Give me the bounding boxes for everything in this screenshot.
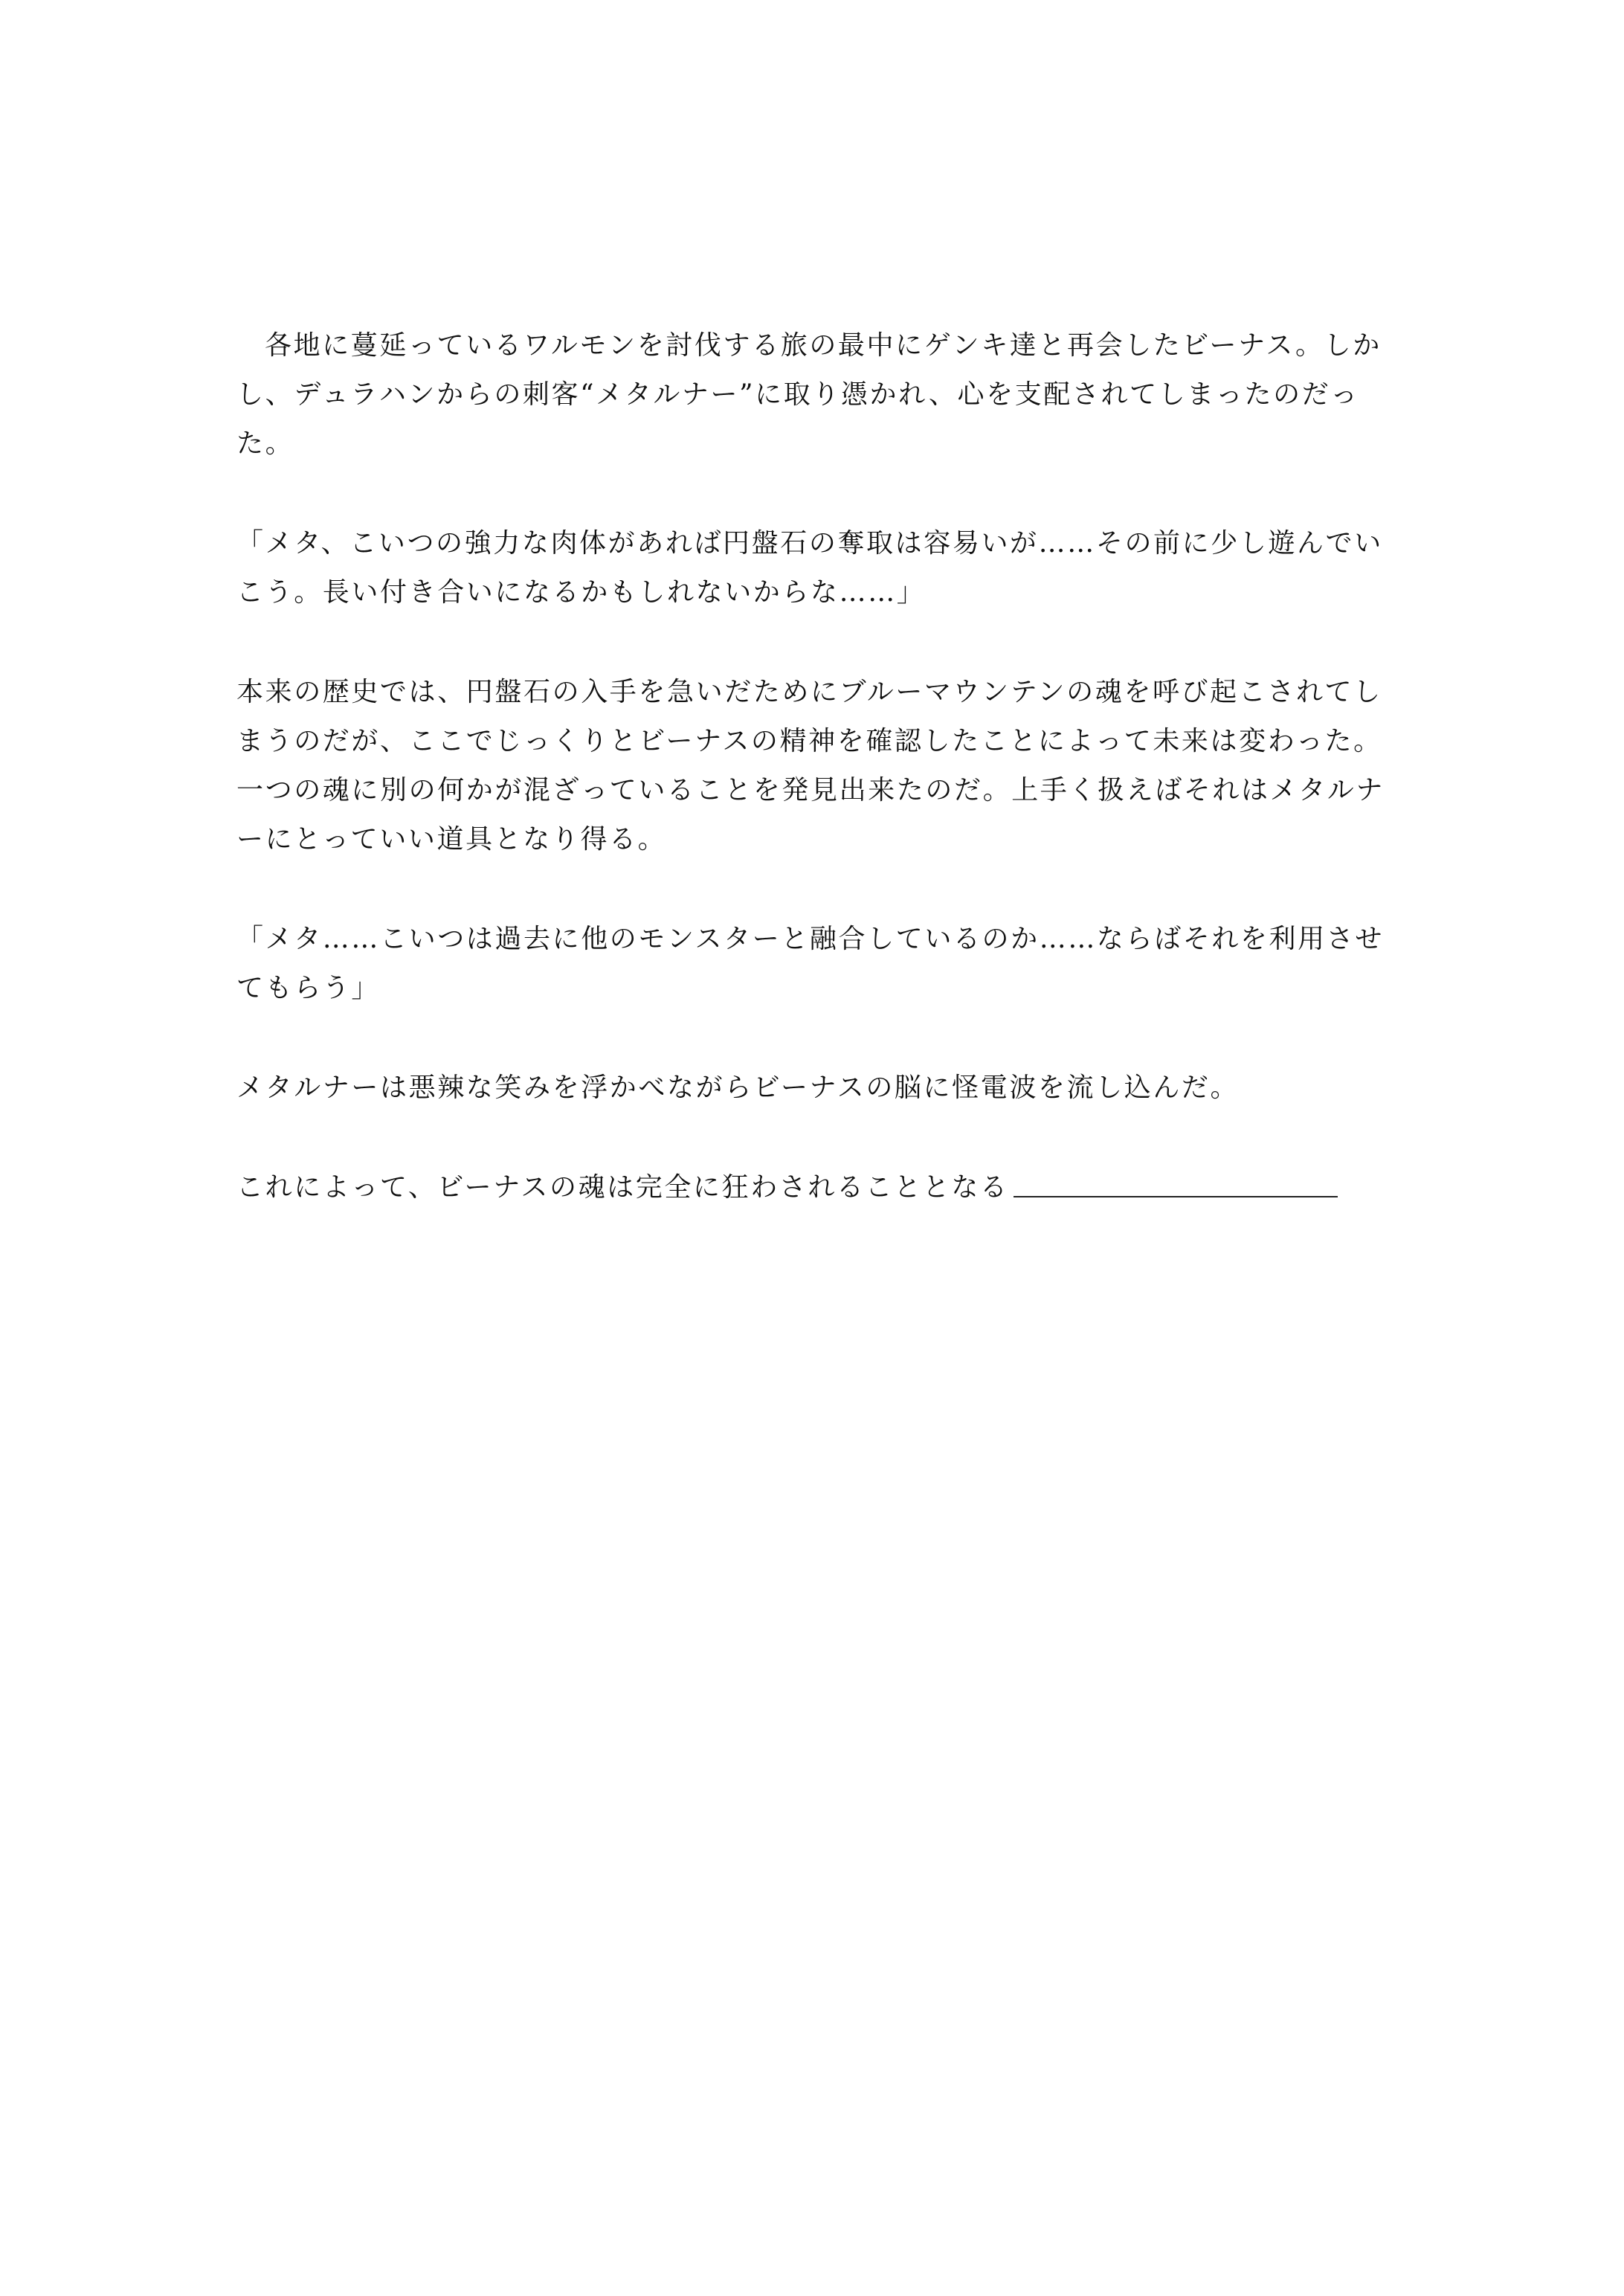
paragraph-closing bbox=[236, 1163, 1404, 1212]
document-page bbox=[236, 321, 1404, 1263]
paragraph-narration-history: 本来の歴史では、円盤石の入手を急いだためにブルーマウンテンの魂を呼び起こされてしまうのだが、ここでじっくりとビーナスの精神を確認したことによって未来は変わった。一つの魂に別の何かが混ざっていることを発見出来たのだ。上手く扱えばそれはメタルナーにとっていい道具となり得る。 bbox=[236, 677, 1385, 855]
trailing-underline bbox=[1014, 1196, 1338, 1197]
paragraph-narration-wave: メタルナーは悪辣な笑みを浮かべながらビーナスの脳に怪電波を流し込んだ。 bbox=[236, 1073, 1240, 1103]
paragraph-dialogue-1: 「メタ、こいつの強力な肉体があれば円盤石の奪取は容易いが……その前に少し遊んでいこう。長い付き合いになるかもしれないからな……」 bbox=[236, 528, 1383, 608]
closing-text: これによって、ビーナスの魂は完全に狂わされることとなる bbox=[236, 1172, 1009, 1203]
paragraph-dialogue-2: 「メタ……こいつは過去に他のモンスターと融合しているのか……ならばそれを利用させてもらう」 bbox=[236, 924, 1384, 1003]
paragraph-intro: 各地に蔓延っているワルモンを討伐する旅の最中にゲンキ達と再会したビーナス。しかし、デュラハンからの刺客“メタルナー”に取り憑かれ、心を支配されてしまったのだった。 bbox=[236, 330, 1382, 459]
